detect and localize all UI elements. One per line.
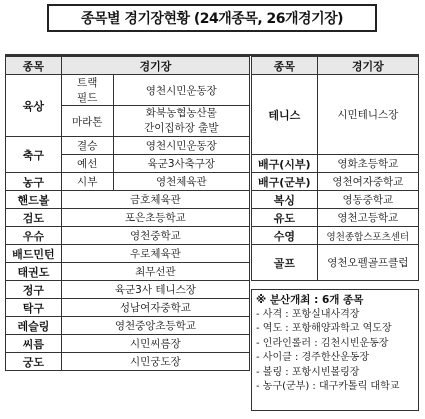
page-title: 종목별 경기장현황 (24개종목, 26개경기장) <box>47 4 377 32</box>
note-item: - 사이클 : 경주한산운동장 <box>256 352 370 363</box>
sub-cell: 트랙 필드 <box>61 75 113 106</box>
sport-cell: 육상 <box>6 75 62 137</box>
header-sport: 종목 <box>6 57 62 75</box>
sport-cell: 탁구 <box>6 299 62 317</box>
sport-cell: 복싱 <box>252 191 318 209</box>
venue-cell: 화북농협농산물 간이집하장 출발 <box>113 106 249 137</box>
sport-cell: 배드민턴 <box>6 245 62 263</box>
header-sport: 종목 <box>252 57 318 75</box>
venue-cell: 영천체육관 <box>113 173 249 191</box>
venue-cell: 영천종합스포츠센터 <box>317 227 418 245</box>
venue-cell: 영천오펠골프클럽 <box>317 245 418 281</box>
distributed-venues-note <box>251 289 419 411</box>
sport-cell: 궁도 <box>6 353 62 371</box>
sub-cell: 예선 <box>61 155 113 173</box>
sport-cell: 우슈 <box>6 227 62 245</box>
venue-cell: 우로체육관 <box>61 245 249 263</box>
note-item: - 사격 : 포항실내사격장 <box>256 308 360 320</box>
sport-cell: 씨름 <box>6 335 62 353</box>
sub-cell: 마라톤 <box>61 106 113 137</box>
venue-cell: 포은초등학교 <box>61 209 249 227</box>
note-item: - 농구(군부) : 대구카톨릭 대학교 <box>256 381 400 392</box>
sport-cell: 축구 <box>6 137 62 173</box>
venue-cell: 영화초등학교 <box>317 155 418 173</box>
venue-cell: 금호체육관 <box>61 191 249 209</box>
header-venue: 경기장 <box>61 57 249 75</box>
venue-cell: 시민궁도장 <box>61 353 249 371</box>
venue-cell: 영천시민운동장 <box>113 75 249 106</box>
sub-cell: 시부 <box>61 173 113 191</box>
left-venue-table <box>5 56 250 371</box>
sport-cell: 태권도 <box>6 263 62 281</box>
sport-cell: 검도 <box>6 209 62 227</box>
sport-cell: 레슬링 <box>6 317 62 335</box>
venue-cell: 영천고등학교 <box>317 209 418 227</box>
sport-cell: 수영 <box>252 227 318 245</box>
venue-cell: 육군3사축구장 <box>113 155 249 173</box>
sport-cell: 유도 <box>252 209 318 227</box>
venue-cell: 영천중학교 <box>61 227 249 245</box>
note-item: - 역도 : 포항해양과학고 역도장 <box>256 323 392 334</box>
venue-cell: 최무선관 <box>61 263 249 281</box>
sport-cell: 골프 <box>252 245 318 281</box>
venue-cell: 영천중앙초등학교 <box>61 317 249 335</box>
sport-cell: 테니스 <box>252 75 318 155</box>
venue-cell: 시민씨름장 <box>61 335 249 353</box>
note-title: ※ 분산개최 : 6개 종목 <box>256 294 364 306</box>
venue-cell: 시민테니스장 <box>317 75 418 155</box>
header-venue: 경기장 <box>317 57 418 75</box>
sub-cell: 결승 <box>61 137 113 155</box>
venue-cell: 성남여자중학교 <box>61 299 249 317</box>
sport-cell: 핸드볼 <box>6 191 62 209</box>
venue-cell: 영동중학교 <box>317 191 418 209</box>
note-item: - 인라인롤러 : 김천시빈운동장 <box>256 337 389 349</box>
venue-cell: 육군3사 테니스장 <box>61 281 249 299</box>
sport-cell: 농구 <box>6 173 62 191</box>
venue-cell: 영천여자중학교 <box>317 173 418 191</box>
sport-cell: 정구 <box>6 281 62 299</box>
note-item: - 볼링 : 포항시빈볼링장 <box>256 366 360 378</box>
sport-cell: 배구(시부) <box>252 155 318 173</box>
sport-cell: 배구(군부) <box>252 173 318 191</box>
venue-cell: 영천시민운동장 <box>113 137 249 155</box>
right-venue-table <box>251 56 419 281</box>
